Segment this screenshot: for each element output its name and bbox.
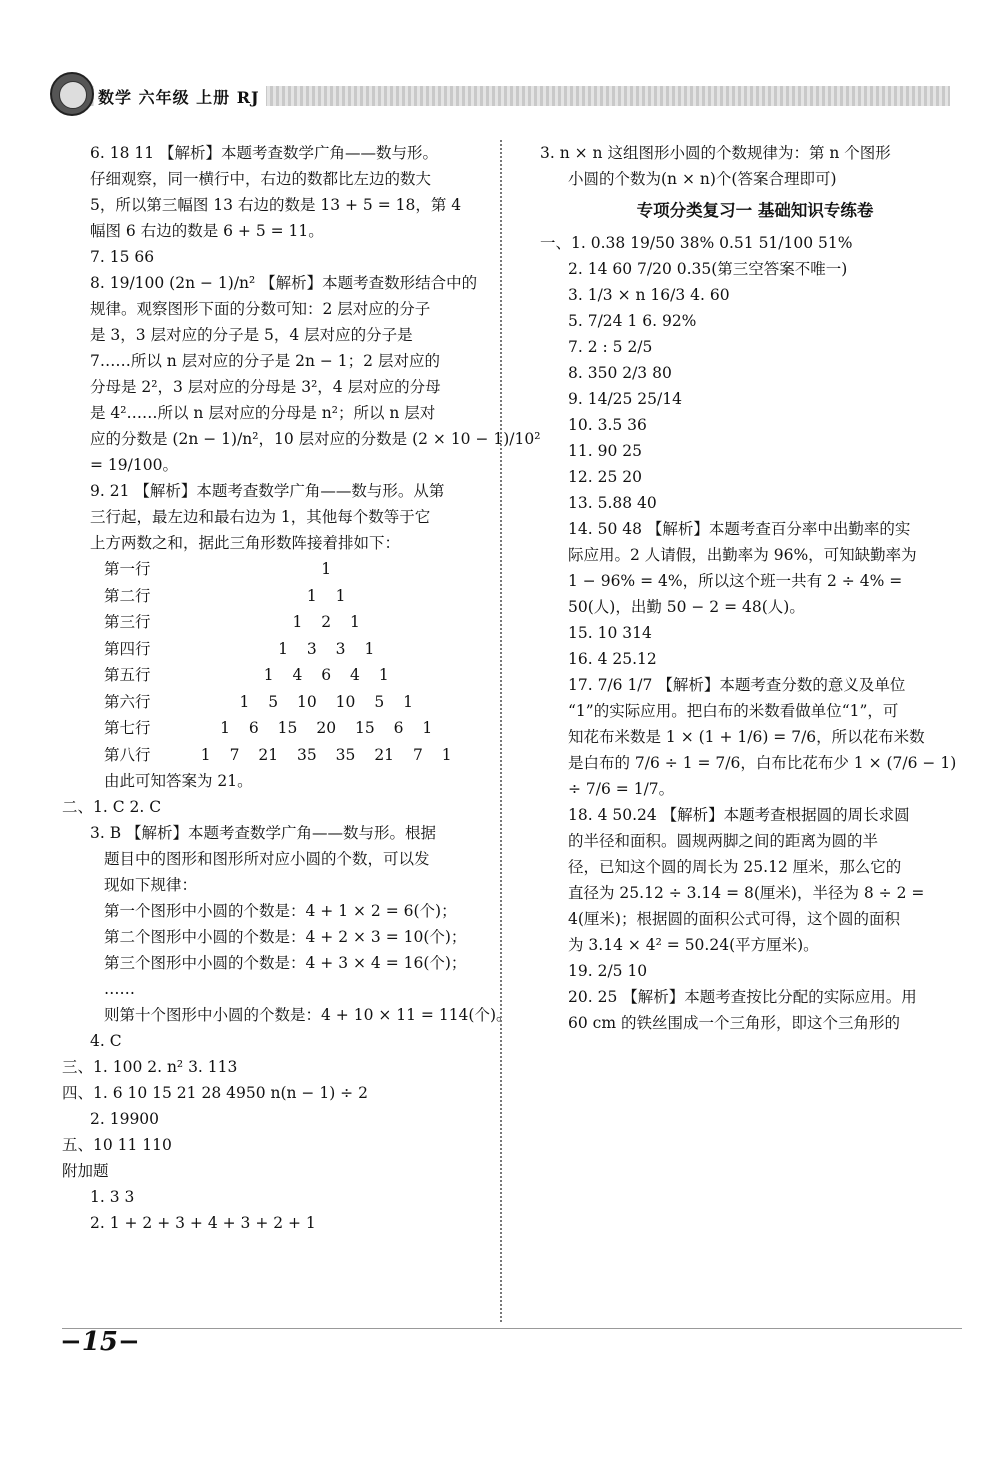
section-title: 专项分类复习一 基础知识专练卷 bbox=[636, 201, 874, 220]
left2-line: 4. C bbox=[90, 1032, 122, 1050]
left-column bbox=[62, 140, 541, 1236]
right-line: 7. 2 : 5 2/5 bbox=[568, 338, 653, 356]
left2-line: 则第十个图形中小圆的个数是：4 + 10 × 11 = 114(个)。 bbox=[104, 1006, 512, 1024]
left2-line: 1. 3 3 bbox=[90, 1188, 135, 1206]
right-line: 14. 50 48 【解析】本题考查百分率中出勤率的实 bbox=[568, 520, 911, 538]
right-line: 20. 25 【解析】本题考查按比分配的实际应用。用 bbox=[568, 988, 917, 1006]
left2-line: 第二个图形中小圆的个数是：4 + 2 × 3 = 10(个)； bbox=[104, 928, 467, 946]
right-line: 18. 4 50.24 【解析】本题考查根据圆的周长求圆 bbox=[568, 806, 910, 824]
left-line: 7. 15 66 bbox=[90, 248, 155, 266]
right-top-line: 3. n × n 这组图形小圆的个数规律为：第 n 个图形 bbox=[540, 144, 891, 162]
right-column bbox=[540, 140, 960, 1036]
header-title: 数学 六年级 上册 RJ bbox=[94, 84, 266, 109]
left2-line: 三、1. 100 2. n² 3. 113 bbox=[62, 1058, 238, 1076]
left2-line: 2. 1 + 2 + 3 + 4 + 3 + 2 + 1 bbox=[90, 1214, 316, 1232]
pascal-triangle bbox=[62, 556, 494, 768]
right-line: 为 3.14 × 4² = 50.24(平方厘米)。 bbox=[568, 936, 819, 954]
left-line: 应的分数是 (2n − 1)/n²，10 层对应的分数是 (2 × 10 − 1)/10² bbox=[90, 430, 541, 448]
right-line: 际应用。2 人请假，出勤率为 96%，可知缺勤率为 bbox=[568, 546, 917, 564]
triangle-row-values: 1 2 1 bbox=[292, 613, 360, 631]
right-line: 17. 7/6 1/7 【解析】本题考查分数的意义及单位 bbox=[568, 676, 906, 694]
triangle-row bbox=[62, 742, 494, 769]
left2-line: 第三个图形中小圆的个数是：4 + 3 × 4 = 16(个)； bbox=[104, 954, 467, 972]
page-header bbox=[50, 72, 950, 118]
left-line: 6. 18 11 【解析】本题考查数学广角——数与形。 bbox=[90, 144, 439, 162]
left-line: 8. 19/100 (2n − 1)/n² 【解析】本题考查数形结合中的 bbox=[90, 274, 478, 292]
triangle-row bbox=[62, 556, 494, 583]
left2-line: 由此可知答案为 21。 bbox=[104, 772, 253, 790]
right-line: 10. 3.5 36 bbox=[568, 416, 647, 434]
right-line: 径，已知这个圆的周长为 25.12 厘米，那么它的 bbox=[568, 858, 902, 876]
book-logo-icon bbox=[50, 72, 94, 116]
right-line: 19. 2/5 10 bbox=[568, 962, 648, 980]
triangle-row-label: 第四行 bbox=[104, 639, 151, 658]
left-line: 上方两数之和，据此三角形数阵接着排如下： bbox=[90, 534, 401, 552]
left2-line: 五、10 11 110 bbox=[62, 1136, 172, 1154]
triangle-row bbox=[62, 583, 494, 610]
left2-line: 四、1. 6 10 15 21 28 4950 n(n − 1) ÷ 2 bbox=[62, 1084, 368, 1102]
triangle-row bbox=[62, 715, 494, 742]
left2-line: 二、1. C 2. C bbox=[62, 798, 162, 816]
triangle-row-label: 第五行 bbox=[104, 666, 151, 684]
triangle-row-values: 1 6 15 20 15 6 1 bbox=[220, 719, 433, 737]
triangle-row bbox=[62, 636, 494, 663]
right-line: ÷ 7/6 = 1/7。 bbox=[568, 780, 675, 798]
right-line: 5. 7/24 1 6. 92% bbox=[568, 312, 697, 330]
left-line: 是 3，3 层对应的分子是 5，4 层对应的分子是 bbox=[90, 326, 413, 344]
right-line: 4(厘米)；根据圆的面积公式可得，这个圆的面积 bbox=[568, 910, 900, 928]
right-top-line: 小圆的个数为(n × n)个(答案合理即可) bbox=[568, 170, 837, 188]
left-line: 分母是 2²，3 层对应的分母是 3²，4 层对应的分母 bbox=[90, 378, 441, 396]
right-line: 16. 4 25.12 bbox=[568, 650, 657, 668]
left2-line: 3. B 【解析】本题考查数学广角——数与形。根据 bbox=[90, 824, 437, 842]
right-line: 60 cm 的铁丝围成一个三角形，即这个三角形的 bbox=[568, 1014, 900, 1032]
right-line: 12. 25 20 bbox=[568, 468, 642, 486]
right-line: 3. 1/3 × n 16/3 4. 60 bbox=[568, 286, 730, 304]
left-line: 三行起，最左边和最右边为 1，其他每个数等于它 bbox=[90, 508, 431, 526]
page-number: −15− bbox=[60, 1327, 140, 1357]
triangle-row-label: 第二行 bbox=[104, 586, 151, 605]
right-line: 的半径和面积。圆规两脚之间的距离为圆的半 bbox=[568, 832, 879, 850]
left-line: 9. 21 【解析】本题考查数学广角——数与形。从第 bbox=[90, 482, 445, 500]
right-line: 2. 14 60 7/20 0.35(第三空答案不唯一) bbox=[568, 260, 848, 278]
left-line: 是 4²……所以 n 层对应的分母是 n²；所以 n 层对 bbox=[90, 404, 436, 422]
triangle-row-label: 第八行 bbox=[104, 745, 151, 764]
right-line: 直径为 25.12 ÷ 3.14 = 8(厘米)，半径为 8 ÷ 2 = bbox=[568, 884, 925, 902]
triangle-row bbox=[62, 609, 494, 636]
right-line: “1”的实际应用。把白布的米数看做单位“1”，可 bbox=[568, 702, 899, 720]
left-line: 5，所以第三幅图 13 右边的数是 13 + 5 = 18，第 4 bbox=[90, 196, 462, 214]
right-line: 1 − 96% = 4%，所以这个班一共有 2 ÷ 4% = bbox=[568, 572, 903, 590]
left2-line: 附加题 bbox=[62, 1162, 109, 1180]
right-line: 是白布的 7/6 ÷ 1 = 7/6，白布比花布少 1 × (7/6 − 1) bbox=[568, 754, 957, 772]
left-line: = 19/100。 bbox=[90, 456, 178, 474]
triangle-row-values: 1 5 10 10 5 1 bbox=[239, 692, 413, 711]
triangle-row-values: 1 4 6 4 1 bbox=[263, 666, 389, 684]
left-line: 仔细观察，同一横行中，右边的数都比左边的数大 bbox=[90, 170, 432, 188]
left-line: 规律。观察图形下面的分数可知：2 层对应的分子 bbox=[90, 300, 431, 318]
right-line: 9. 14/25 25/14 bbox=[568, 390, 682, 408]
right-line: 15. 10 314 bbox=[568, 624, 652, 642]
left2-line: 题目中的图形和图形所对应小圆的个数，可以发 bbox=[104, 850, 430, 868]
triangle-row-label: 第六行 bbox=[104, 692, 151, 711]
triangle-row-values: 1 7 21 35 35 21 7 1 bbox=[200, 745, 452, 764]
triangle-row-values: 1 1 bbox=[306, 586, 346, 605]
triangle-row-values: 1 bbox=[321, 560, 332, 578]
left2-line: …… bbox=[104, 980, 135, 998]
column-divider bbox=[500, 140, 502, 1322]
right-line: 11. 90 25 bbox=[568, 442, 642, 460]
right-line: 50(人)，出勤 50 − 2 = 48(人)。 bbox=[568, 598, 805, 616]
triangle-row-label: 第三行 bbox=[104, 613, 151, 631]
triangle-row-values: 1 3 3 1 bbox=[278, 639, 375, 658]
right-line: 13. 5.88 40 bbox=[568, 494, 657, 512]
right-line: 8. 350 2/3 80 bbox=[568, 364, 672, 382]
footer-rule bbox=[62, 1328, 962, 1329]
left-line: 幅图 6 右边的数是 6 + 5 = 11。 bbox=[90, 222, 324, 240]
triangle-row-label: 第七行 bbox=[104, 719, 151, 737]
triangle-row bbox=[62, 689, 494, 716]
left2-line: 第一个图形中小圆的个数是：4 + 1 × 2 = 6(个)； bbox=[104, 902, 457, 920]
left2-line: 2. 19900 bbox=[90, 1110, 160, 1128]
left2-line: 现如下规律： bbox=[104, 876, 198, 894]
right-line: 一、1. 0.38 19/50 38% 0.51 51/100 51% bbox=[540, 234, 853, 252]
triangle-row-label: 第一行 bbox=[104, 560, 151, 578]
left-line: 7……所以 n 层对应的分子是 2n − 1；2 层对应的 bbox=[90, 352, 440, 370]
right-line: 知花布米数是 1 × (1 + 1/6) = 7/6，所以花布米数 bbox=[568, 728, 925, 746]
triangle-row bbox=[62, 662, 494, 689]
